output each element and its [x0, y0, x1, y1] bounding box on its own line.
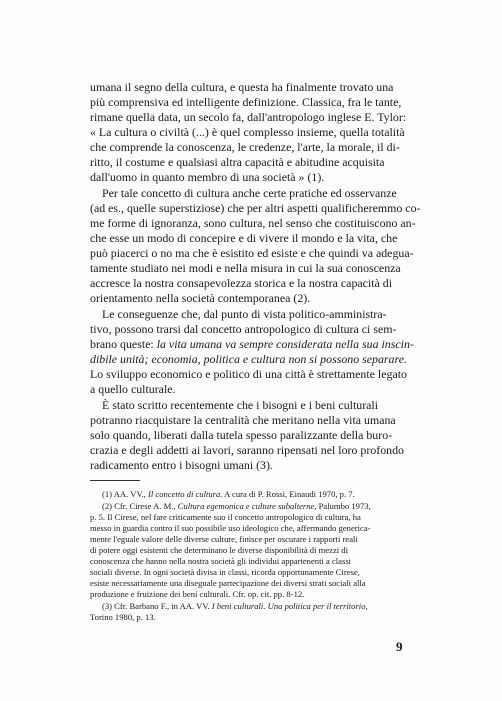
text-line: accresce la nostra consapevolezza storica e la nostra capacità di [90, 276, 393, 290]
text-line: tivo, possono trarsi dal concetto antropologico di cultura ci sem- [90, 322, 397, 336]
text-line: È stato scritto recentemente che i bisogni e i beni culturali [102, 398, 379, 412]
text-line: potranno riacquistare la centralità che meritano nella vita umana [90, 413, 396, 427]
footnote-line: sociali diverse. In ogni società divisa in classi, ricorda opportunamente Cirese, [90, 567, 360, 577]
text-line: umana il segno della cultura, e questa ha finalmente trovato una [90, 80, 394, 94]
text-line: me forme di ignoranza, sono cultura, nel senso che costituiscono an- [90, 216, 416, 230]
italic-quote: la vita umana va sempre considerata nella sua inscin- [156, 337, 414, 351]
text-span: A cura di P. Rossi, Einaudi 1970, p. 7. [222, 489, 355, 499]
italic-title: Cultura egemonica e culture subalterne, [177, 501, 317, 511]
text-span: brano queste: [90, 337, 157, 351]
footnote-line: conoscenza che hanno nella nostra società gli individui appartenenti a classi [90, 556, 352, 566]
italic-title: Il concetto di cultura. [148, 489, 223, 499]
text-line: che comprende la conoscenza, le credenze, l'arte, la morale, il di- [90, 140, 400, 154]
footnote-3 [102, 601, 368, 612]
text-line: ritto, il costume e qualsiasi altra capacità e abitudine acquisita [90, 155, 385, 169]
text-line-italic [90, 352, 407, 366]
text-line: rimane quella data, un secolo fa, dall'antropologo inglese E. Tylor: [90, 110, 407, 124]
text-line: può piacerci o no ma che è esistito ed esiste e che quindi va adegua- [90, 246, 414, 260]
text-line-mixed [90, 337, 414, 351]
text-line: a quello culturale. [90, 382, 176, 396]
footnote-2-head [102, 501, 371, 512]
footnote-1 [102, 489, 355, 500]
text-span: (2) Cfr. Cirese A. M., [102, 501, 178, 511]
text-line: crazia e degli addetti ai lavori, saranno ripensati nel loro profondo [90, 443, 404, 457]
text-line: solo quando, liberati dalla tutela spesso paralizzante della buro- [90, 428, 393, 442]
footnote-line: mente l'eguale valore delle diverse culture, finisce per oscurare i rapporti reali [90, 534, 358, 544]
footnote-line: produzione e fruizione dei beni culturali. Cfr. op. cit. pp. 8-12. [90, 589, 305, 599]
footnote-divider [90, 480, 140, 481]
text-line: dall'uomo in quanto membro di una società » (1). [90, 170, 325, 184]
italic-quote: dibile unità; economia, politica e cultura non si possono separare. [90, 352, 407, 366]
italic-title: I beni culturali. Una politica per il territorio, [211, 601, 368, 611]
text-line: (ad es., quelle superstiziose) che per altri aspetti qualificheremmo co- [90, 201, 421, 215]
footnote-line: di potere oggi esistenti che determinano le diverse disponibilità di mezzi di [90, 545, 348, 555]
text-span: (3) Cfr. Barbano F., in AA. VV. [102, 601, 212, 611]
text-line: Lo sviluppo economico e politico di una città è strettamente legato [90, 367, 407, 381]
text-line: radicamento entro i bisogni umani (3). [90, 458, 273, 472]
text-line: Per tale concetto di cultura anche certe pratiche ed osservanze [102, 186, 397, 200]
page-number: 9 [396, 639, 403, 654]
text-line: Le conseguenze che, dal punto di vista politico-amministra- [102, 307, 387, 321]
text-line: più comprensiva ed intelligente definizione. Classica, fra le tante, [90, 95, 402, 109]
text-line: tamente studiato nei modi e nella misura in cui la sua conoscenza [90, 261, 401, 275]
text-span: (1) AA. VV., [102, 489, 148, 499]
text-line: che esse un modo di concepire e di vivere il mondo e la vita, che [90, 231, 398, 245]
text-line: orientamento nella società contemporanea (2). [90, 291, 311, 305]
text-span: Palumbo 1973, [316, 501, 371, 511]
footnote-line: Torino 1980, p. 13. [90, 612, 156, 622]
footnote-line: p. 5. Il Cirese, nel fare criticamente suo il concetto antropologico di cultura, ha [90, 512, 361, 522]
footnote-line: messo in guardia contro il suo possibile uso ideologico che, affermando generica- [90, 523, 371, 533]
text-line: « La cultura o civiltà (...) è quel complesso insieme, quella totalità [90, 125, 405, 139]
footnote-line: esiste necessariamente una diseguale partecipazione dei diversi strati sociali alla [90, 578, 366, 588]
